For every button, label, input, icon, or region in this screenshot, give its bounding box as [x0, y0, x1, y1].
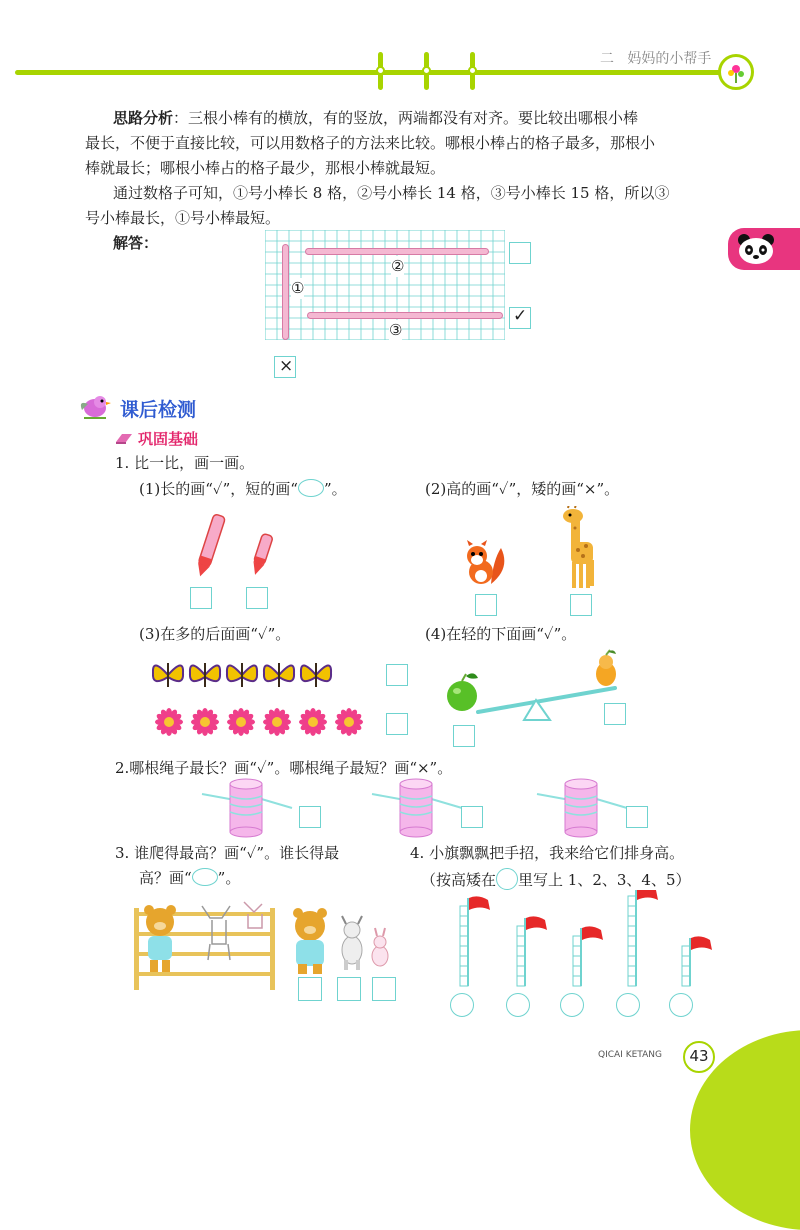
q1a-text-post: ”。: [323, 480, 347, 498]
giraffe-image: [553, 506, 603, 590]
flag-rank-circle-1[interactable]: [450, 993, 474, 1017]
analysis-line-5: 号小棒最长，①号小棒最短。: [85, 209, 281, 227]
crayon-short-box[interactable]: [246, 587, 268, 609]
footer-brand: QICAI KETANG: [598, 1050, 662, 1060]
header-pin-1: [377, 52, 384, 90]
answer-box-stick-3[interactable]: [509, 307, 531, 329]
flower-box[interactable]: [386, 713, 408, 735]
oval-symbol: [192, 868, 218, 886]
header-pin-2: [423, 52, 430, 90]
flag-pole-1: [460, 896, 490, 986]
butterfly-icon: [190, 663, 220, 687]
analysis-line-1: [113, 108, 638, 129]
answer-label: 解答：: [113, 234, 159, 252]
flower-icon: [227, 708, 255, 736]
circle-symbol: [496, 868, 518, 890]
answer-box-stick-2[interactable]: [509, 242, 531, 264]
analysis-line-3: 棒就最长；哪根小棒占的格子最少，那根小棒就最短。: [85, 159, 446, 177]
butterfly-icon: [153, 663, 183, 687]
flower-icon: [263, 708, 291, 736]
flag-rank-circle-4[interactable]: [616, 993, 640, 1017]
flag-rank-circle-5[interactable]: [669, 993, 693, 1017]
apple-box[interactable]: [453, 725, 475, 747]
butterfly-box[interactable]: [386, 664, 408, 686]
q3-line-2-pre: 高？画“: [139, 869, 192, 887]
q1a-text: [139, 479, 347, 500]
climber-box-1[interactable]: [298, 977, 322, 1001]
header-bar: [15, 70, 735, 75]
stick-2-label: ②: [391, 257, 405, 275]
butterfly-icon: [264, 663, 294, 687]
flag-pole-3: [573, 926, 603, 986]
pear-box[interactable]: [604, 703, 626, 725]
giraffe-box[interactable]: [570, 594, 592, 616]
analysis-line-4: 通过数格子可知，①号小棒长 8 格，②号小棒长 14 格，③号小棒长 15 格，所以③: [113, 184, 670, 202]
panda-tab: [728, 228, 800, 270]
q1-stem: 1. 比一比，画一画。: [115, 454, 255, 472]
q1b-text: (2)高的画“✓”，矮的画“×”。: [425, 480, 620, 498]
flag-rank-circle-2[interactable]: [506, 993, 530, 1017]
rope-1-box[interactable]: [299, 806, 321, 828]
stick-1: [282, 244, 289, 340]
flower-icon: [335, 708, 363, 736]
climber-box-2[interactable]: [337, 977, 361, 1001]
rope-3-box[interactable]: [626, 806, 648, 828]
crayon-long: [193, 512, 227, 580]
flag-pole-2: [517, 916, 547, 986]
flower-icon: [155, 708, 183, 736]
crayon-short: [248, 532, 276, 578]
squirrel-image: [457, 538, 511, 588]
rope-cylinders: [200, 776, 650, 838]
stick-3: [307, 312, 503, 319]
cross-mark: ×: [279, 356, 294, 376]
q1a-text-pre: (1)长的画“✓”，短的画“: [139, 480, 298, 498]
section-title: 课后检测: [120, 399, 197, 421]
q4-line-2: [421, 868, 691, 891]
squirrel-box[interactable]: [475, 594, 497, 616]
flag-pole-5: [682, 936, 712, 986]
stick-3-label: ③: [389, 321, 403, 339]
answer-box-stick-1[interactable]: [274, 356, 296, 378]
q1d-text: (4)在轻的下面画“✓”。: [425, 625, 577, 643]
flower-icon: [191, 708, 219, 736]
q3-line-2-post: ”。: [217, 869, 241, 887]
climber-box-3[interactable]: [372, 977, 396, 1001]
rope-cylinder-3: [537, 779, 627, 837]
check-mark: ✓: [513, 306, 528, 326]
q3-line-1: 3. 谁爬得最高？画“✓”。谁长得最: [115, 844, 340, 862]
analysis-label: 思路分析: [113, 109, 174, 127]
flag-rank-circle-3[interactable]: [560, 993, 584, 1017]
rope-cylinder-1: [202, 779, 292, 837]
butterfly-row: [152, 657, 342, 693]
chapter-number: 二: [600, 51, 614, 67]
q1c-text: (3)在多的后面画“✓”。: [139, 625, 291, 643]
eraser-icon: [114, 430, 134, 443]
chapter-title: 妈妈的小帮手: [627, 51, 712, 67]
crayon-long-box[interactable]: [190, 587, 212, 609]
seesaw-image: [440, 648, 630, 726]
header-pin-3: [469, 52, 476, 90]
section-subtitle: 巩固基础: [138, 430, 199, 448]
q4-line-2-pre: （按高矮在: [421, 871, 497, 889]
q4-line-1: 4. 小旗飘飘把手招，我来给它们排身高。: [410, 844, 685, 862]
flag-poles: [440, 890, 730, 990]
page-number: 43: [683, 1041, 715, 1073]
flower-badge-icon: [718, 54, 754, 90]
flower-icon: [299, 708, 327, 736]
flag-pole-4: [628, 890, 658, 986]
butterfly-icon: [301, 663, 331, 687]
stick-2: [305, 248, 489, 255]
rope-cylinder-2: [372, 779, 462, 837]
stick-1-label: ①: [291, 279, 305, 297]
oval-symbol: [298, 479, 324, 497]
q3-line-2: [139, 868, 240, 889]
rope-2-box[interactable]: [461, 806, 483, 828]
q4-line-2-post: 里写上 1、2、3、4、5）: [518, 871, 691, 889]
panda-icon: [734, 232, 778, 266]
chapter-heading: [600, 48, 711, 68]
flower-row: [152, 705, 372, 739]
analysis-line-2: 最长，不便于直接比较，可以用数格子的方法来比较。哪根小棒占的格子最多，那根小: [85, 134, 656, 152]
q2-stem: 2.哪根绳子最长？画“✓”。哪根绳子最短？画“×”。: [115, 759, 453, 777]
analysis-text-1: ：三根小棒有的横放，有的竖放，两端都没有对齐。要比较出哪根小棒: [173, 109, 639, 127]
bird-icon: [76, 390, 114, 422]
butterfly-icon: [227, 663, 257, 687]
